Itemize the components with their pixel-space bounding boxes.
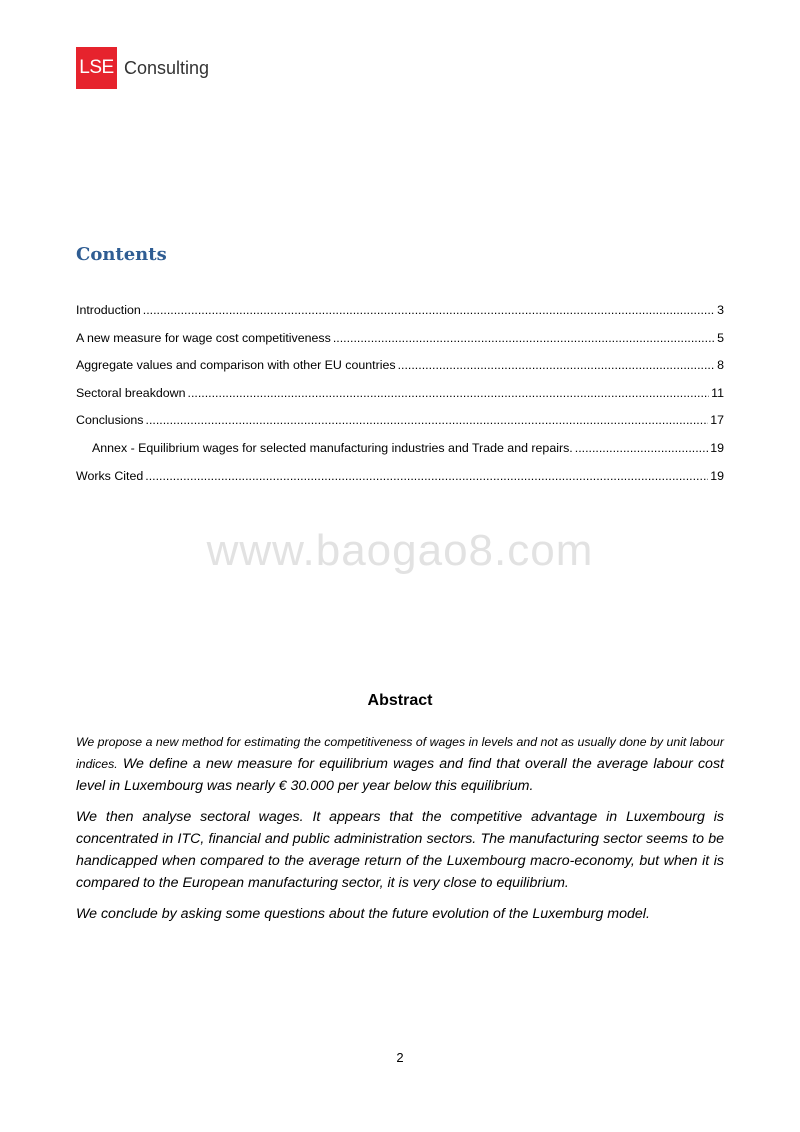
toc-entry-title: Conclusions [76,413,144,428]
toc-entry-introduction[interactable] [76,303,724,331]
toc-dot-leader [333,331,715,345]
abstract-p1-intro: We propose a new method for estimating the competitiveness of wages in levels and not as usually done by unit labour indices. [76,735,724,771]
contents-heading: Contents [76,244,167,265]
toc-entry-page: 17 [710,413,724,428]
toc-entry-annex[interactable] [76,441,724,469]
page-number: 2 [396,1050,404,1065]
abstract-p1-rest: We define a new measure for equilibrium wages and find that overall the average labour cost level in Luxembourg was nearly € 30.000 per year below this equilibrium. [76,756,724,794]
toc-entry-title: Sectoral breakdown [76,385,186,400]
toc-entry-page: 3 [717,303,724,317]
abstract-paragraph-1 [76,731,724,797]
toc-dot-leader [398,358,716,372]
toc-entry-conclusions[interactable] [76,413,724,441]
toc-entry-title: Introduction [76,303,141,317]
toc-dot-leader [575,441,708,455]
toc-entry-page: 19 [710,440,724,455]
toc-entry-title: Aggregate values and comparison with other EU countries [76,358,396,373]
toc-entry-title: Annex - Equilibrium wages for selected manufacturing industries and Trade and repairs. [92,440,573,455]
toc-entry-page: 5 [717,330,724,345]
toc-entry-title: Works Cited [76,468,144,483]
abstract-heading: Abstract [367,692,433,709]
toc-dot-leader [145,469,708,483]
lse-consulting-logo [76,47,209,89]
toc-entry-page: 8 [717,358,724,373]
abstract-paragraph-2: We then analyse sectoral wages. It appears that the competitive advantage in Luxembourg is concentrated in ITC, financial and public administration sectors. The manufacturing sector seems to be handicapped when compared to the average return of the Luxembourg macro-economy, but when it is compared to the European manufacturing sector, it is very close to equilibrium. [76,809,724,891]
toc-entry-title: A new measure for wage cost competitiveness [76,330,331,345]
abstract-paragraph-3: We conclude by asking some questions about the future evolution of the Luxemburg model. [76,906,650,922]
toc-entry-sectoral-breakdown[interactable] [76,386,724,414]
toc-entry-aggregate-values[interactable] [76,358,724,386]
toc-entry-page: 11 [711,385,724,400]
toc-entry-page: 19 [710,468,724,483]
toc-entry-works-cited[interactable] [76,469,724,497]
lse-logo-badge: LSE [76,47,117,89]
table-of-contents [76,303,724,496]
toc-dot-leader [146,413,709,427]
toc-entry-new-measure[interactable] [76,331,724,359]
logo-text: Consulting [124,57,210,78]
abstract-body [76,731,724,934]
toc-dot-leader [143,303,715,317]
toc-dot-leader [188,386,710,400]
watermark: www.baogao8.com [206,526,594,575]
